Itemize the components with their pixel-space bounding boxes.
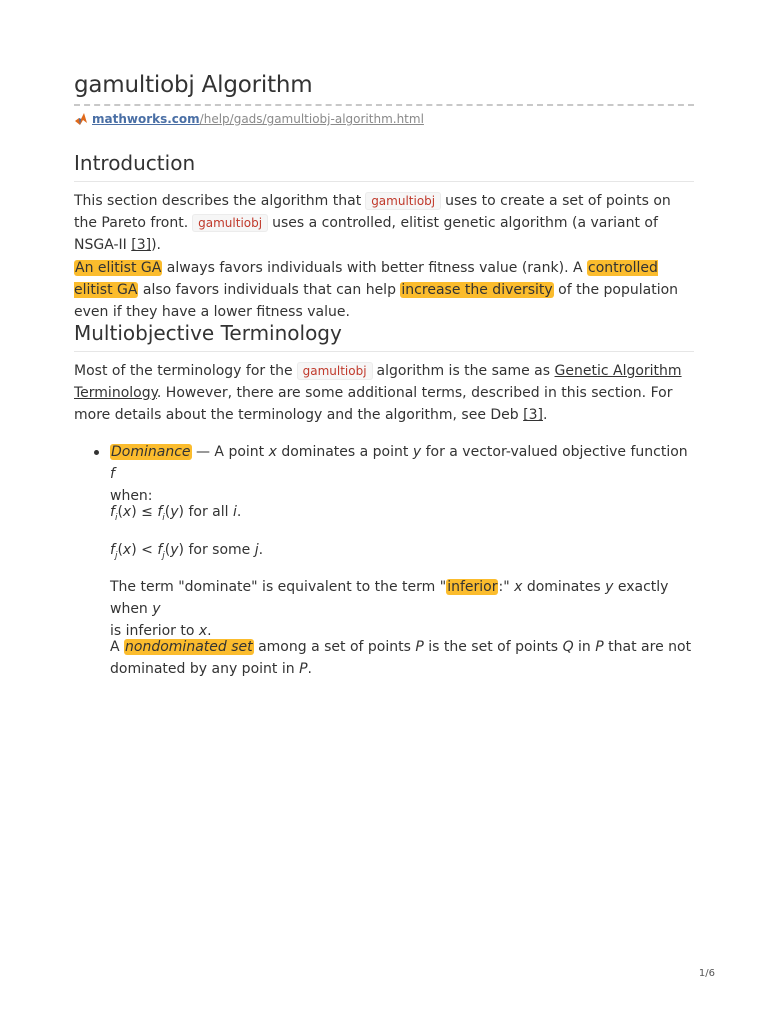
dominance-definition: Dominance — A point x dominates a point y for a vector-valued objective function f when: [110,444,688,504]
terminology-paragraph: Most of the terminology for the gamultiobj algorithm is the same as Genetic Algorithm Terminology. However, there are some additional terms, described in this section. For more details about the terminology and the algorithm, see Deb [3]. [74,363,682,424]
condition-for-all: $f_i(x) \le f_i(y)$ for all i. [110,504,242,523]
page-title: gamultiobj Algorithm [74,72,313,98]
section-divider [74,181,694,182]
section-divider [74,351,694,352]
highlight-inferior: inferior [447,579,498,595]
section-heading-introduction: Introduction [74,151,196,175]
code-gamultiobj: gamultiobj [297,362,373,380]
matlab-logo-icon [74,112,88,126]
highlight-controlled-elitist-ga: controlled elitist GA [74,259,658,298]
highlight-nondominated-set: nondominated set [125,639,253,655]
page-number: 1/6 [698,968,715,979]
source-link[interactable] [74,112,424,126]
highlight-elitist-ga: An elitist GA [75,259,162,276]
highlight-dominance: Dominance [111,444,191,460]
highlight-increase-diversity: increase the diversity [401,281,553,298]
source-host[interactable]: mathworks.com [92,112,200,126]
link-ga-terminology[interactable]: Genetic Algorithm Terminology [74,363,682,402]
source-path[interactable]: /help/gads/gamultiobj-algorithm.html [199,112,424,126]
code-gamultiobj: gamultiobj [365,192,441,210]
title-divider [74,104,694,106]
nondominated-set-definition: A nondominated set among a set of points P is the set of points Q in P that are not dominated by any point in P. [110,639,692,677]
bullet-icon [94,450,99,455]
inferior-definition: The term "dominate" is equivalent to the term "inferior:" x dominates y exactly when y is inferior to x. [110,579,669,639]
reference-link-3[interactable]: [3] [523,407,543,424]
condition-for-some: $f_j(x) < f_j(y)$ for some j. [110,542,264,561]
code-gamultiobj: gamultiobj [192,214,268,232]
reference-link-3[interactable]: [3] [131,237,152,254]
section-heading-terminology: Multiobjective Terminology [74,321,342,345]
introduction-paragraph: This section describes the algorithm that gamultiobj uses to create a set of points on the Pareto front. gamultiobj uses a controlled, elitist genetic algorithm (a variant of NSGA-II [3]). An elitist GA always favors individuals with better fitness value (rank). A controlled elitist GA also favors individuals that can help increase the diversity of the population even if they have a lower fitness value. [74,193,679,321]
